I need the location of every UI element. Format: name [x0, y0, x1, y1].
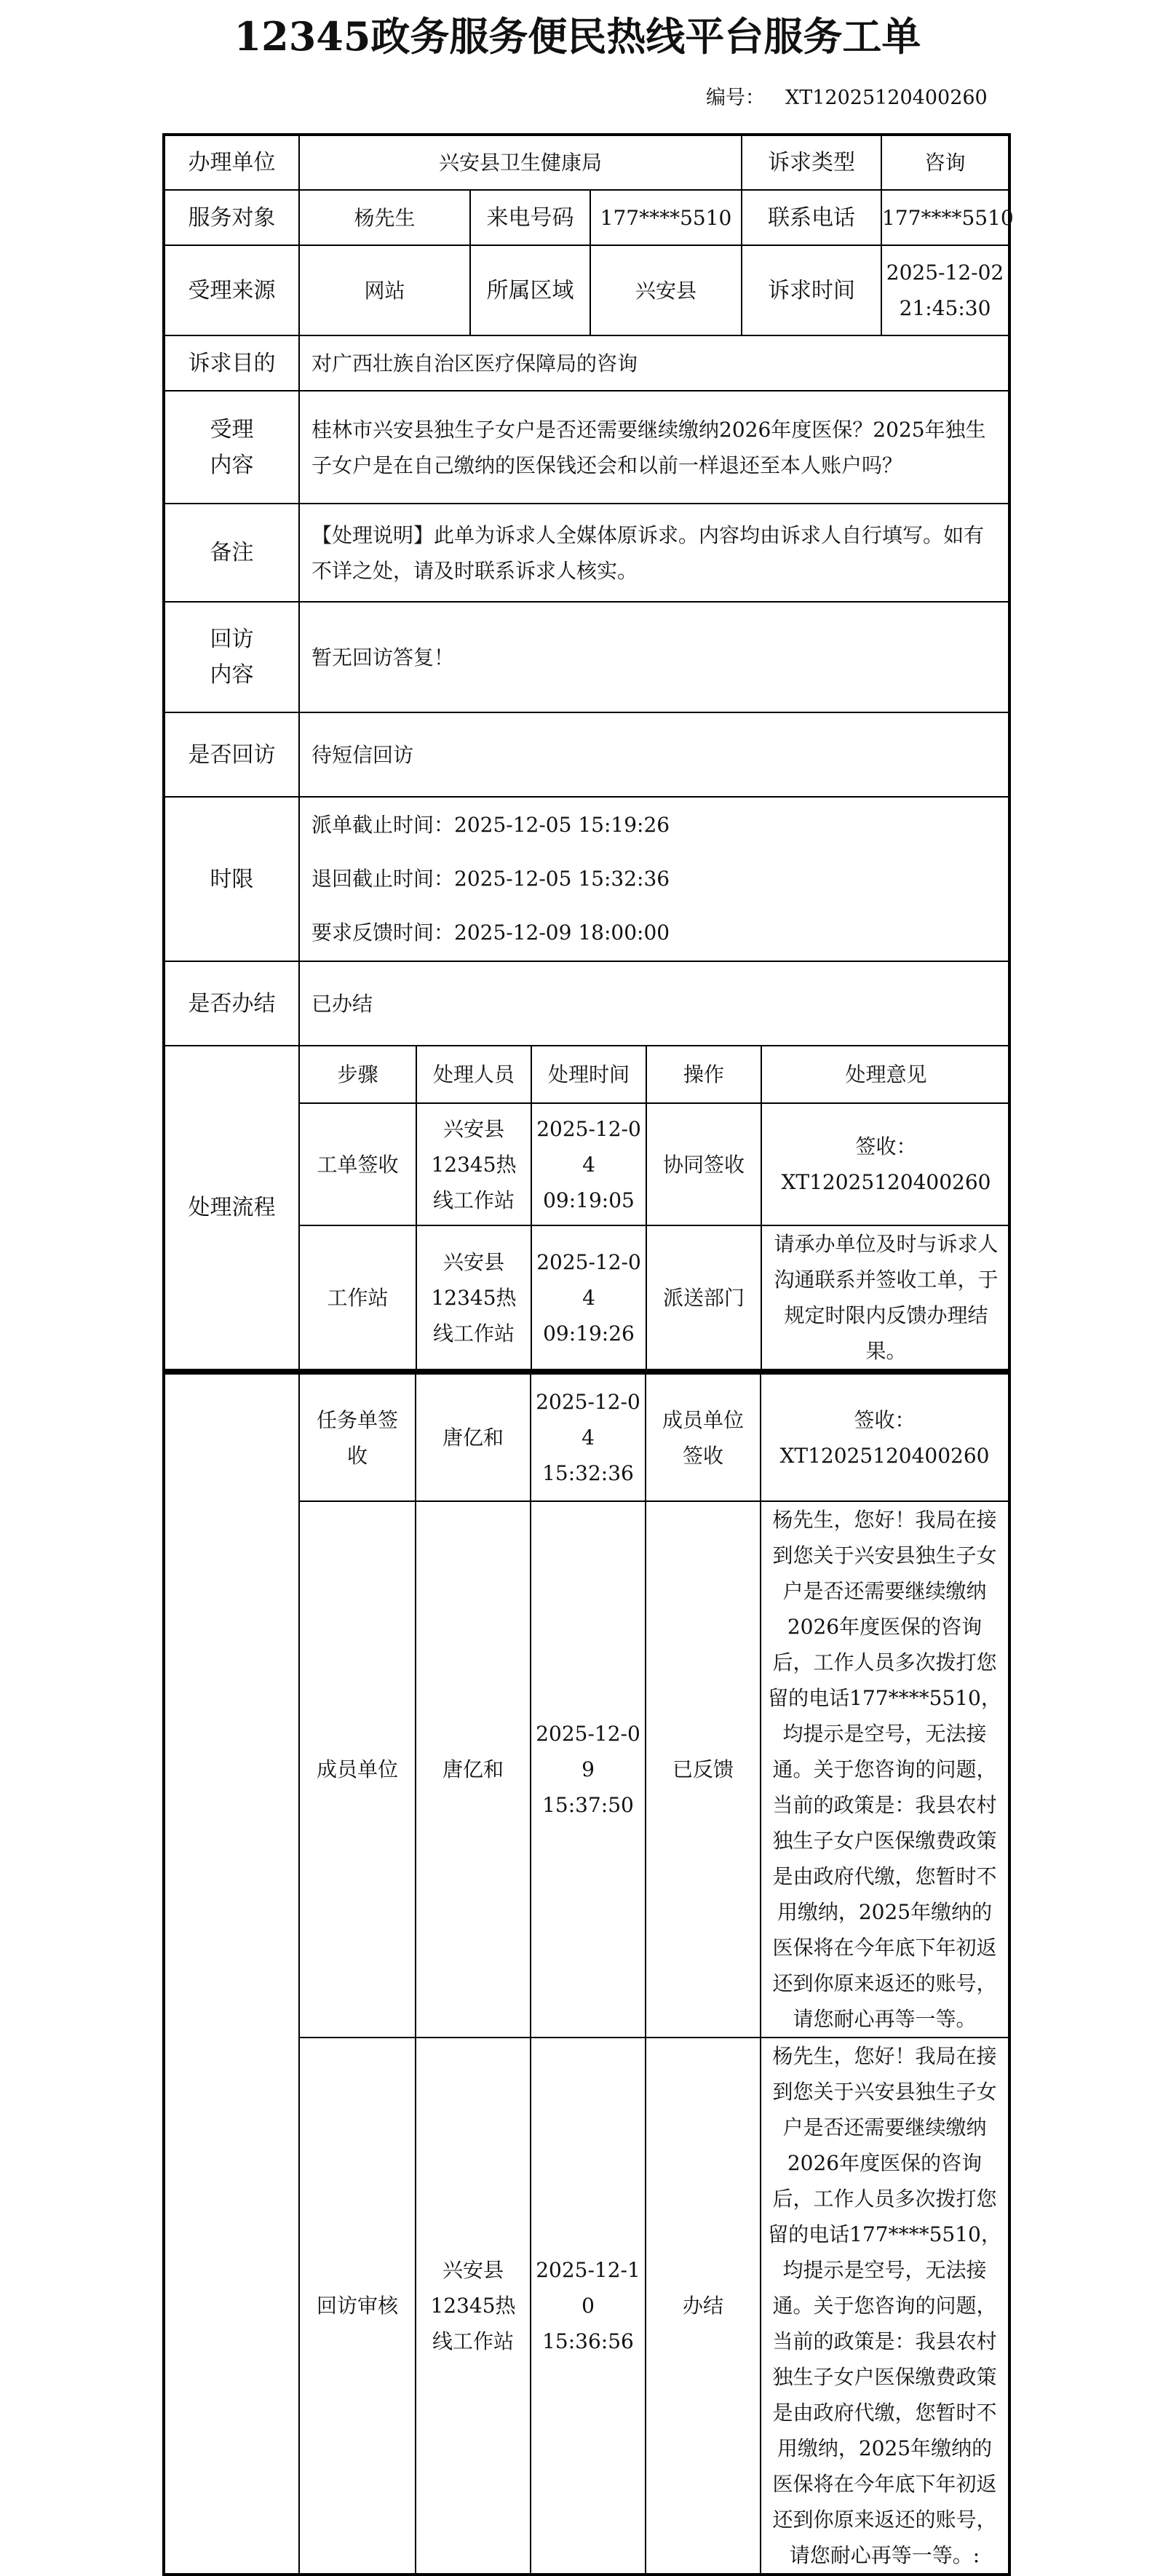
flow-label-blank: [164, 1373, 299, 2575]
time-line: 0: [582, 2294, 595, 2318]
label-region: 所属区域: [470, 245, 590, 335]
label-revisit-line1: 回访: [210, 627, 254, 652]
handler-line: 唐亿和: [442, 1757, 504, 1781]
handler-line: 12345热: [430, 2294, 516, 2318]
value-is-done: 已办结: [299, 961, 1009, 1046]
flow-time: [531, 1373, 646, 1501]
flow-handler: [416, 1373, 531, 1501]
flow-handler: [416, 2038, 531, 2575]
label-content-line2: 内容: [210, 452, 254, 478]
flow-time: [531, 1501, 646, 2038]
flow-action: 办结: [646, 2038, 761, 2575]
value-unit: 兴安县卫生健康局: [299, 135, 742, 190]
return-deadline: 退回截止时间：2025-12-05 15:32:36: [311, 867, 670, 891]
label-time-limit: 时限: [164, 797, 299, 961]
label-is-revisit: 是否回访: [164, 712, 299, 797]
flow-opinion: 杨先生，您好！我局在接到您关于兴安县独生子女户是否还需要继续缴纳2026年度医保的咨询后，工作人员多次拨打您留的电话177****5510，均提示是空号，无法接通。关于您咨询的问题，当前的政策是：我县农村独生子女户医保缴费政策是由政府代缴，您暂时不用缴纳，2025年缴纳的医保将在今年底下年初返还到你原来返还的账号，请您耐心再等一等。: [761, 1501, 1009, 2038]
handler-line: 12345热: [431, 1285, 517, 1310]
feedback-deadline: 要求反馈时间：2025-12-09 18:00:00: [311, 921, 670, 945]
time-line: 09:19:05: [543, 1188, 635, 1212]
flow-time: [531, 1225, 646, 1369]
flow-time: [531, 1103, 646, 1225]
time-line: 2025-12-0: [536, 1722, 640, 1746]
flow-time: [531, 2038, 646, 2575]
flow-action: 成员单位签收: [646, 1373, 761, 1501]
flow-header-handler: 处理人员: [416, 1046, 531, 1103]
label-service-target: 服务对象: [164, 190, 299, 245]
handler-line: 线工作站: [432, 1188, 515, 1212]
work-order-table: [162, 133, 1014, 1372]
flow-opinion: 签收：XT12025120400260: [761, 1103, 1010, 1225]
flow-table: [300, 1046, 1010, 1369]
step-text: 任务单签收: [316, 1407, 398, 1468]
time-line: 2025-12-0: [536, 1116, 641, 1141]
value-time-limit: [299, 797, 1009, 961]
serial-number: [706, 82, 988, 110]
flow-action: 派送部门: [646, 1225, 761, 1369]
label-is-done: 是否办结: [164, 961, 299, 1046]
time-line: 15:32:36: [542, 1461, 634, 1485]
label-source: 受理来源: [164, 245, 299, 335]
label-revisit-line2: 内容: [210, 662, 254, 688]
table-row: [164, 1373, 1009, 1501]
serial-value: XT12025120400260: [785, 87, 988, 109]
value-remark: 【处理说明】此单为诉求人全媒体原诉求。内容均由诉求人自行填写。如有不详之处，请及时联系诉求人核实。: [299, 504, 1009, 602]
label-unit: 办理单位: [164, 135, 299, 190]
label-appeal-type: 诉求类型: [742, 135, 881, 190]
time-line: 4: [582, 1285, 595, 1310]
flow-header-action: 操作: [646, 1046, 761, 1103]
value-appeal-time: [881, 245, 1009, 335]
flow-opinion: 请承办单位及时与诉求人沟通联系并签收工单，于规定时限内反馈办理结果。: [761, 1225, 1010, 1369]
value-purpose: 对广西壮族自治区医疗保障局的咨询: [299, 335, 1009, 391]
flow-handler: [416, 1501, 531, 2038]
flow-step: 回访审核: [299, 2038, 416, 2575]
value-region: 兴安县: [590, 245, 742, 335]
appeal-date: 2025-12-02: [886, 261, 1004, 285]
value-revisit: 暂无回访答复！: [299, 602, 1009, 712]
table-row: [300, 1103, 1010, 1225]
flow-step: 工单签收: [300, 1103, 416, 1225]
flow-header-opinion: 处理意见: [761, 1046, 1010, 1103]
value-appeal-type: 咨询: [881, 135, 1009, 190]
value-source: 网站: [299, 245, 470, 335]
serial-label: 编号：: [706, 87, 765, 109]
flow-step: 工作站: [300, 1225, 416, 1369]
time-line: 2025-12-0: [536, 1249, 641, 1274]
time-line: 15:36:56: [542, 2329, 634, 2353]
label-content: [164, 391, 299, 504]
work-order-table-continued: [162, 1372, 1011, 2576]
flow-handler: [416, 1103, 531, 1225]
label-caller-number: 来电号码: [470, 190, 590, 245]
flow-step: [299, 1373, 416, 1501]
handler-line: 兴安县: [442, 1116, 504, 1141]
label-contact-phone: 联系电话: [742, 190, 881, 245]
label-appeal-time: 诉求时间: [742, 245, 881, 335]
flow-opinion: 杨先生，您好！我局在接到您关于兴安县独生子女户是否还需要继续缴纳2026年度医保的咨询后，工作人员多次拨打您留的电话177****5510，均提示是空号，无法接通。关于您咨询的问题，当前的政策是：我县农村独生子女户医保缴费政策是由政府代缴，您暂时不用缴纳，2025年缴纳的医保将在今年底下年初返还到你原来返还的账号，请您耐心再等一等。:: [761, 2038, 1009, 2575]
page-title: 12345政务服务便民热线平台服务工单: [234, 13, 921, 60]
flow-step: 成员单位: [299, 1501, 416, 2038]
appeal-clock: 21:45:30: [899, 296, 991, 320]
time-line: 2025-12-0: [536, 1390, 640, 1414]
value-caller-number: 177****5510: [590, 190, 742, 245]
handler-line: 唐亿和: [442, 1426, 504, 1450]
flow-opinion: 签收：XT12025120400260: [761, 1373, 1009, 1501]
flow-header-step: 步骤: [300, 1046, 416, 1103]
flow-header-time: 处理时间: [531, 1046, 646, 1103]
handler-line: 兴安县: [442, 2258, 504, 2282]
label-remark: 备注: [164, 504, 299, 602]
handler-line: 12345热: [431, 1152, 517, 1177]
handler-line: 线工作站: [432, 2329, 514, 2353]
value-service-target: 杨先生: [299, 190, 470, 245]
flow-action: 协同签收: [646, 1103, 761, 1225]
value-content: 桂林市兴安县独生子女户是否还需要继续缴纳2026年度医保？2025年独生子女户是在自己缴纳的医保钱还会和以前一样退还至本人账户吗？: [299, 391, 1009, 504]
handler-line: 线工作站: [432, 1321, 515, 1345]
label-flow: 处理流程: [164, 1046, 299, 1370]
handler-line: 兴安县: [442, 1249, 504, 1274]
time-line: 9: [582, 1757, 595, 1781]
time-line: 09:19:26: [543, 1321, 635, 1345]
value-is-revisit: 待短信回访: [299, 712, 1009, 797]
flow-handler: [416, 1225, 531, 1369]
label-revisit: [164, 602, 299, 712]
time-line: 4: [582, 1152, 595, 1177]
table-row: [300, 1225, 1010, 1369]
time-line: 4: [582, 1426, 595, 1450]
time-line: 2025-12-1: [536, 2258, 640, 2282]
flow-action: 已反馈: [646, 1501, 761, 2038]
value-contact-phone: 177****5510: [881, 190, 1009, 245]
time-line: 15:37:50: [542, 1793, 634, 1817]
dispatch-deadline: 派单截止时间：2025-12-05 15:19:26: [311, 813, 670, 837]
label-content-line1: 受理: [210, 416, 254, 442]
label-purpose: 诉求目的: [164, 335, 299, 391]
